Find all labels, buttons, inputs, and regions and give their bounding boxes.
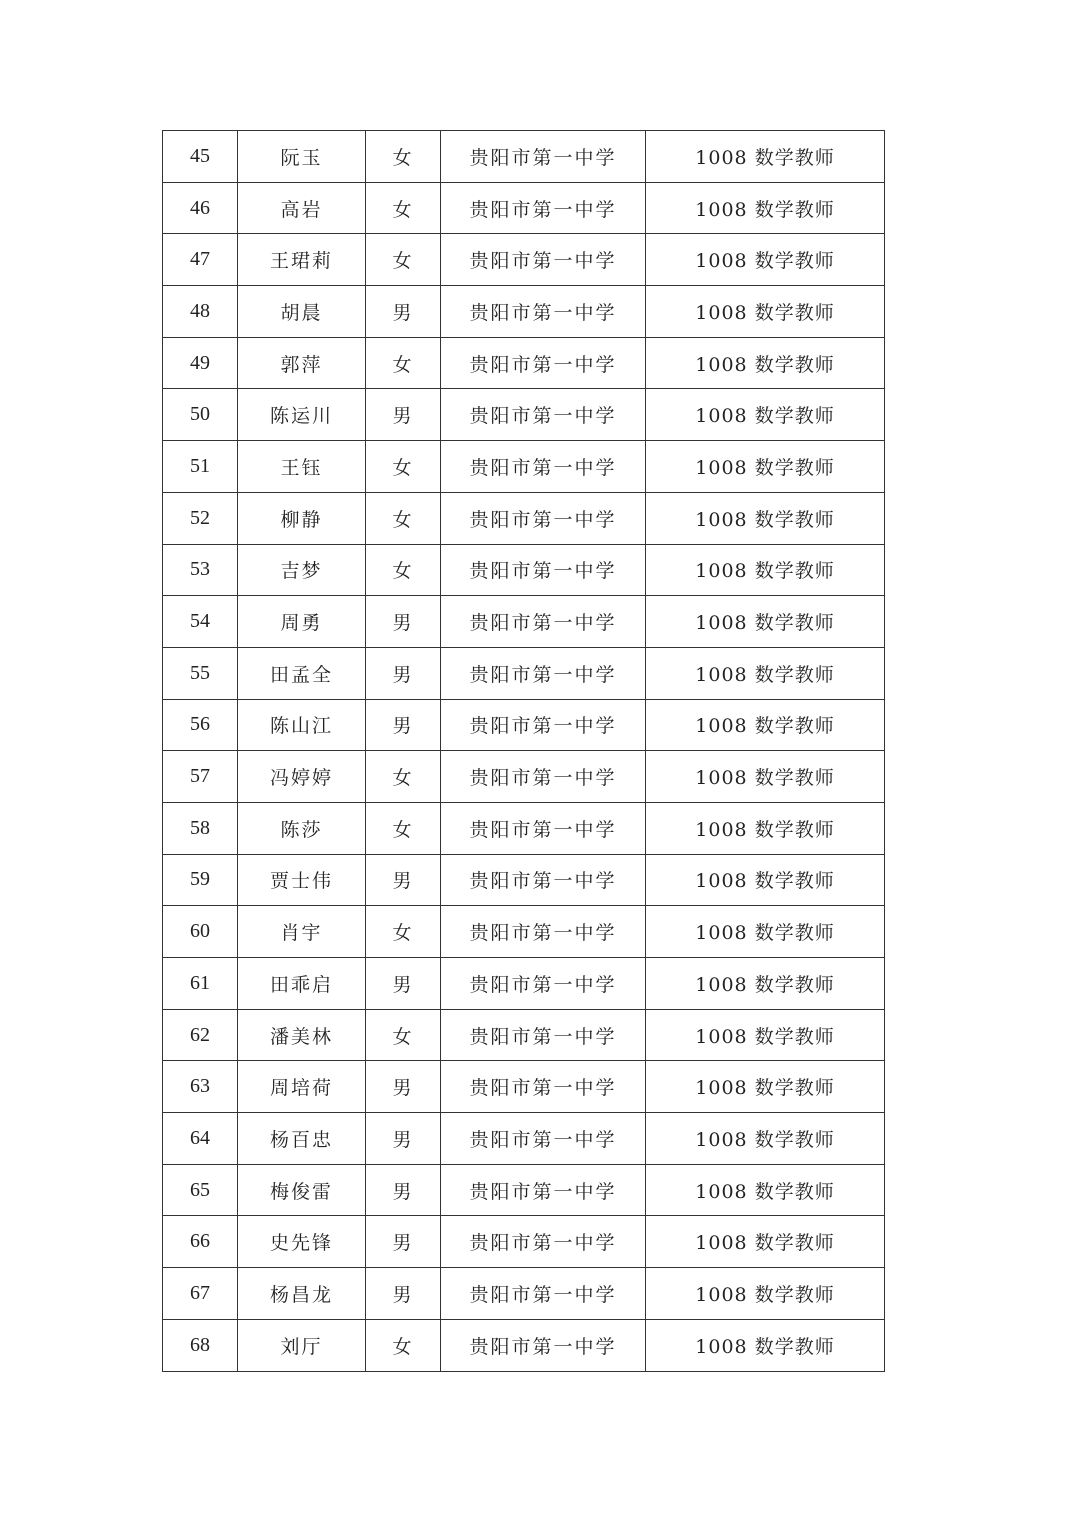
gender-cell: 女 xyxy=(366,441,441,493)
name-cell: 王钰 xyxy=(238,441,366,493)
table-row xyxy=(163,1009,885,1061)
row-number-cell: 61 xyxy=(163,958,238,1010)
gender-cell: 女 xyxy=(366,234,441,286)
position-cell: 1008 数学教师 xyxy=(646,1009,885,1061)
table-row xyxy=(163,1216,885,1268)
gender-cell: 男 xyxy=(366,1216,441,1268)
school-cell: 贵阳市第一中学 xyxy=(441,699,646,751)
table-row xyxy=(163,802,885,854)
row-number-cell: 45 xyxy=(163,131,238,183)
position-cell: 1008 数学教师 xyxy=(646,492,885,544)
name-cell: 周培荷 xyxy=(238,1061,366,1113)
gender-cell: 男 xyxy=(366,699,441,751)
school-cell: 贵阳市第一中学 xyxy=(441,751,646,803)
row-number-cell: 50 xyxy=(163,389,238,441)
name-cell: 田乖启 xyxy=(238,958,366,1010)
position-cell: 1008 数学教师 xyxy=(646,286,885,338)
gender-cell: 男 xyxy=(366,1268,441,1320)
row-number-cell: 49 xyxy=(163,337,238,389)
name-cell: 史先锋 xyxy=(238,1216,366,1268)
table-row xyxy=(163,854,885,906)
school-cell: 贵阳市第一中学 xyxy=(441,234,646,286)
position-cell: 1008 数学教师 xyxy=(646,131,885,183)
position-cell: 1008 数学教师 xyxy=(646,182,885,234)
row-number-cell: 66 xyxy=(163,1216,238,1268)
position-cell: 1008 数学教师 xyxy=(646,802,885,854)
table-row xyxy=(163,1319,885,1371)
position-cell: 1008 数学教师 xyxy=(646,1319,885,1371)
position-cell: 1008 数学教师 xyxy=(646,1061,885,1113)
gender-cell: 男 xyxy=(366,958,441,1010)
table-row xyxy=(163,337,885,389)
name-cell: 陈莎 xyxy=(238,802,366,854)
table-row xyxy=(163,906,885,958)
row-number-cell: 68 xyxy=(163,1319,238,1371)
table-row xyxy=(163,389,885,441)
gender-cell: 男 xyxy=(366,286,441,338)
name-cell: 杨百忠 xyxy=(238,1113,366,1165)
school-cell: 贵阳市第一中学 xyxy=(441,1216,646,1268)
row-number-cell: 58 xyxy=(163,802,238,854)
name-cell: 田孟全 xyxy=(238,647,366,699)
name-cell: 高岩 xyxy=(238,182,366,234)
name-cell: 陈山江 xyxy=(238,699,366,751)
row-number-cell: 65 xyxy=(163,1164,238,1216)
name-cell: 陈运川 xyxy=(238,389,366,441)
table-row xyxy=(163,286,885,338)
school-cell: 贵阳市第一中学 xyxy=(441,1268,646,1320)
row-number-cell: 52 xyxy=(163,492,238,544)
school-cell: 贵阳市第一中学 xyxy=(441,958,646,1010)
name-cell: 王珺莉 xyxy=(238,234,366,286)
position-cell: 1008 数学教师 xyxy=(646,906,885,958)
position-cell: 1008 数学教师 xyxy=(646,544,885,596)
table-row xyxy=(163,1061,885,1113)
name-cell: 周勇 xyxy=(238,596,366,648)
position-cell: 1008 数学教师 xyxy=(646,958,885,1010)
school-cell: 贵阳市第一中学 xyxy=(441,544,646,596)
position-cell: 1008 数学教师 xyxy=(646,1164,885,1216)
table-row xyxy=(163,234,885,286)
table-row xyxy=(163,751,885,803)
name-cell: 郭萍 xyxy=(238,337,366,389)
school-cell: 贵阳市第一中学 xyxy=(441,1319,646,1371)
name-cell: 胡晨 xyxy=(238,286,366,338)
table-row xyxy=(163,544,885,596)
gender-cell: 男 xyxy=(366,1061,441,1113)
table-row xyxy=(163,1268,885,1320)
table-row xyxy=(163,647,885,699)
school-cell: 贵阳市第一中学 xyxy=(441,131,646,183)
gender-cell: 女 xyxy=(366,544,441,596)
position-cell: 1008 数学教师 xyxy=(646,596,885,648)
name-cell: 柳静 xyxy=(238,492,366,544)
gender-cell: 女 xyxy=(366,337,441,389)
row-number-cell: 59 xyxy=(163,854,238,906)
name-cell: 肖宇 xyxy=(238,906,366,958)
table-row xyxy=(163,1164,885,1216)
position-cell: 1008 数学教师 xyxy=(646,1216,885,1268)
row-number-cell: 48 xyxy=(163,286,238,338)
table-row xyxy=(163,131,885,183)
candidate-table xyxy=(162,130,885,1372)
row-number-cell: 46 xyxy=(163,182,238,234)
school-cell: 贵阳市第一中学 xyxy=(441,389,646,441)
row-number-cell: 64 xyxy=(163,1113,238,1165)
row-number-cell: 60 xyxy=(163,906,238,958)
row-number-cell: 57 xyxy=(163,751,238,803)
name-cell: 冯婷婷 xyxy=(238,751,366,803)
gender-cell: 女 xyxy=(366,906,441,958)
name-cell: 杨昌龙 xyxy=(238,1268,366,1320)
school-cell: 贵阳市第一中学 xyxy=(441,182,646,234)
position-cell: 1008 数学教师 xyxy=(646,441,885,493)
gender-cell: 女 xyxy=(366,1009,441,1061)
name-cell: 贾士伟 xyxy=(238,854,366,906)
position-cell: 1008 数学教师 xyxy=(646,337,885,389)
table-row xyxy=(163,1113,885,1165)
gender-cell: 男 xyxy=(366,1113,441,1165)
school-cell: 贵阳市第一中学 xyxy=(441,802,646,854)
gender-cell: 男 xyxy=(366,596,441,648)
row-number-cell: 51 xyxy=(163,441,238,493)
position-cell: 1008 数学教师 xyxy=(646,1268,885,1320)
school-cell: 贵阳市第一中学 xyxy=(441,854,646,906)
row-number-cell: 62 xyxy=(163,1009,238,1061)
table-row xyxy=(163,699,885,751)
position-cell: 1008 数学教师 xyxy=(646,234,885,286)
candidate-table-body xyxy=(163,131,885,1372)
position-cell: 1008 数学教师 xyxy=(646,854,885,906)
name-cell: 潘美林 xyxy=(238,1009,366,1061)
row-number-cell: 54 xyxy=(163,596,238,648)
name-cell: 吉梦 xyxy=(238,544,366,596)
row-number-cell: 53 xyxy=(163,544,238,596)
row-number-cell: 63 xyxy=(163,1061,238,1113)
gender-cell: 女 xyxy=(366,492,441,544)
gender-cell: 女 xyxy=(366,1319,441,1371)
gender-cell: 男 xyxy=(366,1164,441,1216)
gender-cell: 女 xyxy=(366,751,441,803)
name-cell: 阮玉 xyxy=(238,131,366,183)
school-cell: 贵阳市第一中学 xyxy=(441,596,646,648)
school-cell: 贵阳市第一中学 xyxy=(441,1164,646,1216)
school-cell: 贵阳市第一中学 xyxy=(441,286,646,338)
table-row xyxy=(163,492,885,544)
gender-cell: 男 xyxy=(366,647,441,699)
school-cell: 贵阳市第一中学 xyxy=(441,337,646,389)
row-number-cell: 55 xyxy=(163,647,238,699)
row-number-cell: 67 xyxy=(163,1268,238,1320)
gender-cell: 女 xyxy=(366,182,441,234)
school-cell: 贵阳市第一中学 xyxy=(441,1113,646,1165)
school-cell: 贵阳市第一中学 xyxy=(441,1009,646,1061)
gender-cell: 女 xyxy=(366,802,441,854)
position-cell: 1008 数学教师 xyxy=(646,751,885,803)
row-number-cell: 56 xyxy=(163,699,238,751)
gender-cell: 女 xyxy=(366,131,441,183)
school-cell: 贵阳市第一中学 xyxy=(441,906,646,958)
position-cell: 1008 数学教师 xyxy=(646,699,885,751)
school-cell: 贵阳市第一中学 xyxy=(441,1061,646,1113)
name-cell: 梅俊雷 xyxy=(238,1164,366,1216)
table-row xyxy=(163,958,885,1010)
gender-cell: 男 xyxy=(366,854,441,906)
name-cell: 刘厅 xyxy=(238,1319,366,1371)
table-row xyxy=(163,182,885,234)
school-cell: 贵阳市第一中学 xyxy=(441,647,646,699)
gender-cell: 男 xyxy=(366,389,441,441)
position-cell: 1008 数学教师 xyxy=(646,647,885,699)
row-number-cell: 47 xyxy=(163,234,238,286)
position-cell: 1008 数学教师 xyxy=(646,389,885,441)
table-row xyxy=(163,596,885,648)
school-cell: 贵阳市第一中学 xyxy=(441,441,646,493)
position-cell: 1008 数学教师 xyxy=(646,1113,885,1165)
table-row xyxy=(163,441,885,493)
school-cell: 贵阳市第一中学 xyxy=(441,492,646,544)
